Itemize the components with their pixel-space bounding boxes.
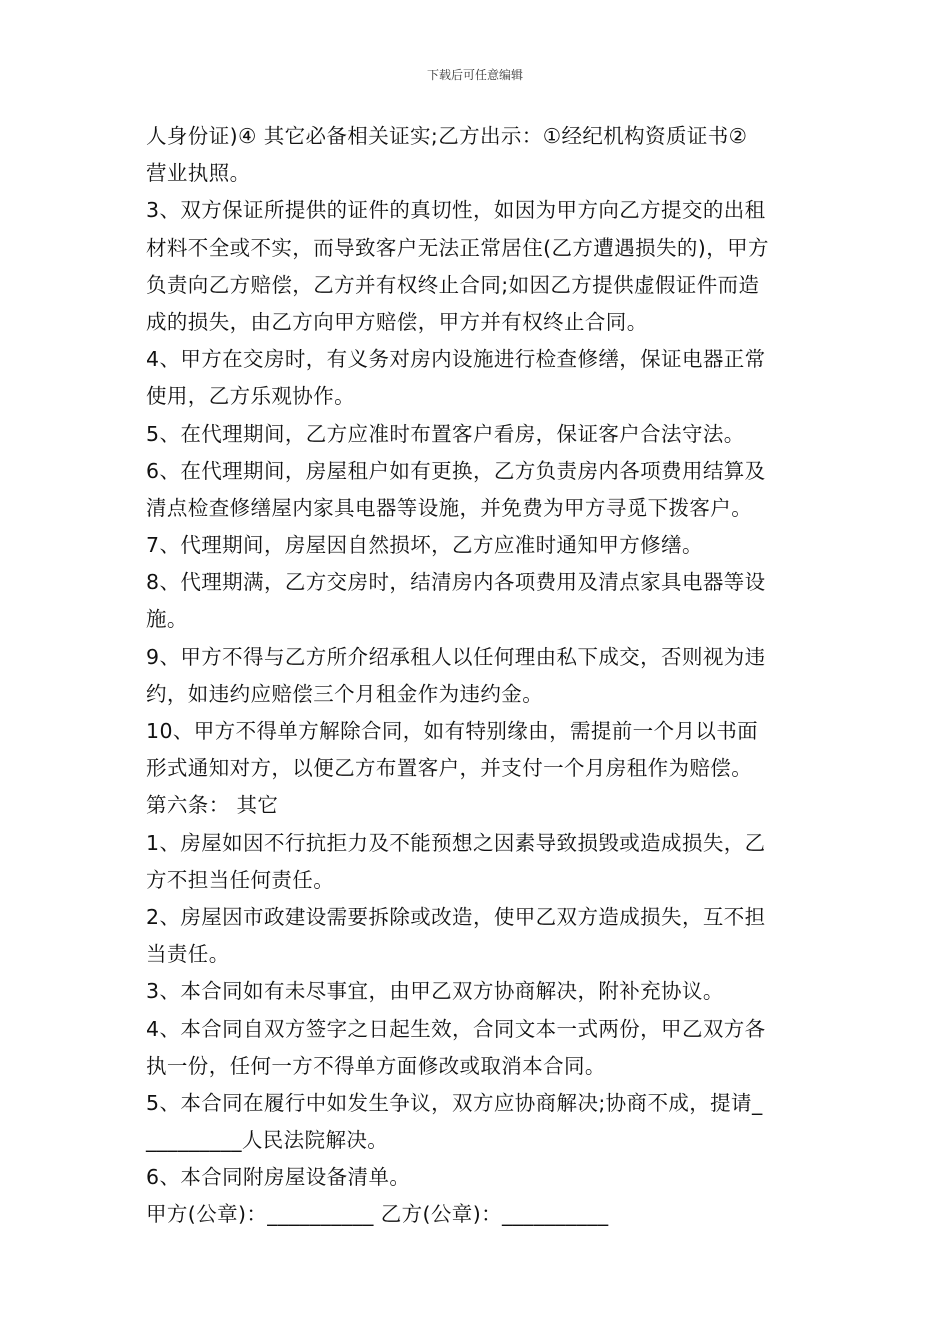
clause-5: 5、在代理期间，乙方应准时布置客户看房，保证客户合法守法。 <box>146 421 745 446</box>
text-line: 负责向乙方赔偿，乙方并有权终止合同;如因乙方提供虚假证件而造 <box>146 272 760 297</box>
other-clause-2: 2、房屋因市政建设需要拆除或改造，使甲乙双方造成损失，互不担 <box>146 904 766 929</box>
text-line: 执一份，任何一方不得单方面修改或取消本合同。 <box>146 1053 606 1078</box>
text-line: 当责任。 <box>146 942 230 967</box>
text-line: 使用，乙方乐观协作。 <box>146 384 355 409</box>
text-line: 营业执照。 <box>146 161 251 186</box>
text-line: 人身份证)④ 其它必备相关证实;乙方出示：①经纪机构资质证书② <box>146 124 748 148</box>
clause-3: 3、双方保证所提供的证件的真切性，如因为甲方向乙方提交的出租 <box>146 198 766 223</box>
clause-10: 10、甲方不得单方解除合同，如有特别缘由，需提前一个月以书面 <box>146 719 759 743</box>
other-clause-3: 3、本合同如有未尽事宜，由甲乙双方协商解决，附补充协议。 <box>146 979 724 1004</box>
clause-9: 9、甲方不得与乙方所介绍承租人以任何理由私下成交，否则视为违 <box>146 644 766 669</box>
text-line: 约，如违约应赔偿三个月租金作为违约金。 <box>146 681 544 706</box>
text-line: 清点检查修缮屋内家具电器等设施，并免费为甲方寻觅下拨客户。 <box>146 495 753 520</box>
document-body <box>146 118 818 1234</box>
other-clause-4: 4、本合同自双方签字之日起生效，合同文本一式两份，甲乙双方各 <box>146 1016 766 1041</box>
text-line: 成的损失，由乙方向甲方赔偿，甲方并有权终止合同。 <box>146 309 648 334</box>
other-clause-5: 5、本合同在履行中如发生争议，双方应协商解决;协商不成，提请_ <box>146 1090 763 1115</box>
text-line: 施。 <box>146 607 188 632</box>
other-clause-6: 6、本合同附房屋设备清单。 <box>146 1165 411 1190</box>
signature-line: 甲方(公章)：__________ 乙方(公章)：__________ <box>146 1202 609 1227</box>
text-line: 形式通知对方，以便乙方布置客户，并支付一个月房租作为赔偿。 <box>146 756 753 781</box>
clause-4: 4、甲方在交房时，有义务对房内设施进行检查修缮，保证电器正常 <box>146 347 766 372</box>
text-line: 方不担当任何责任。 <box>146 867 335 892</box>
other-clause-1: 1、房屋如因不行抗拒力及不能预想之因素导致损毁或造成损失，乙 <box>146 830 766 855</box>
clause-6: 6、在代理期间，房屋租户如有更换，乙方负责房内各项费用结算及 <box>146 458 766 483</box>
text-line: _________人民法院解决。 <box>146 1128 389 1153</box>
section-heading: 第六条： 其它 <box>146 793 279 818</box>
page-header: 下载后可任意编辑 <box>426 68 523 82</box>
text-line: 材料不全或不实，而导致客户无法正常居住(乙方遭遇损失的)，甲方 <box>146 235 769 260</box>
clause-8: 8、代理期满，乙方交房时，结清房内各项费用及清点家具电器等设 <box>146 570 766 595</box>
clause-7: 7、代理期间，房屋因自然损坏，乙方应准时通知甲方修缮。 <box>146 533 703 558</box>
